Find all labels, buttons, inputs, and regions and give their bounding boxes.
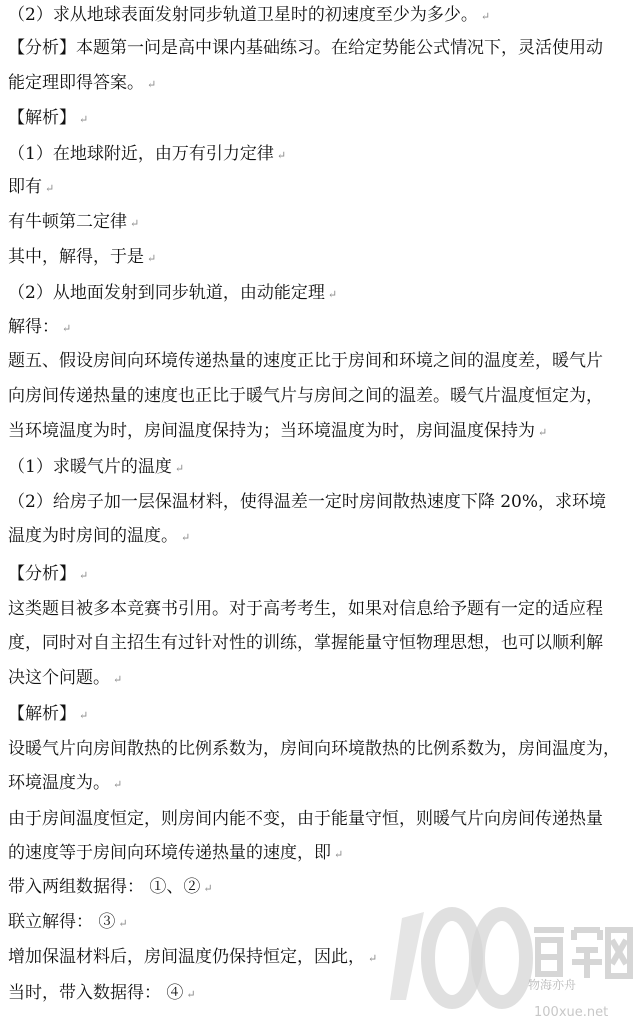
- line-text: 温度为时房间的温度。: [8, 526, 178, 546]
- text-line: [8, 768, 634, 798]
- line-text: 【分析】本题第一问是高中课内基础练习。在给定势能公式情况下，灵活使用动: [8, 38, 603, 58]
- text-line: [8, 172, 634, 202]
- text-line: [8, 734, 634, 764]
- line-text: 题五、假设房间向环境传递热量的速度正比于房间和环境之间的温度差，暖气片: [8, 351, 603, 371]
- line-text: 其中，解得，于是: [8, 247, 144, 267]
- text-line: [8, 278, 634, 308]
- line-text: 决这个问题。: [8, 668, 110, 688]
- text-line: [8, 68, 634, 98]
- line-text: （2）从地面发射到同步轨道，由动能定理: [8, 283, 325, 303]
- text-line: [8, 628, 634, 658]
- text-line: [8, 872, 634, 902]
- paragraph-mark-icon: ↵: [130, 217, 140, 230]
- line-text: 能定理即得答案。: [8, 73, 144, 93]
- paragraph-mark-icon: ↵: [147, 252, 157, 265]
- text-line: [8, 103, 634, 133]
- paragraph-mark-icon: ↵: [480, 10, 491, 23]
- text-line: [8, 139, 634, 169]
- paragraph-mark-icon: ↵: [113, 673, 123, 686]
- paragraph-mark-icon: ↵: [118, 917, 128, 930]
- paragraph-mark-icon: ↵: [147, 78, 157, 91]
- line-text: 即有: [8, 177, 42, 197]
- paragraph-mark-icon: ↵: [538, 426, 548, 439]
- watermark-domain-text: 100xue.net: [534, 1005, 609, 1020]
- paragraph-mark-icon: ↵: [186, 988, 196, 1001]
- text-line: [8, 594, 634, 624]
- text-line: [8, 0, 634, 30]
- text-line: [8, 346, 634, 376]
- paragraph-mark-icon: ↵: [45, 182, 55, 195]
- line-text: 【分析】: [8, 564, 76, 584]
- paragraph-mark-icon: ↵: [79, 113, 89, 126]
- line-text: 【解析】: [8, 704, 76, 724]
- text-line: [8, 242, 634, 272]
- text-line: [8, 699, 634, 729]
- paragraph-mark-icon: ↵: [368, 952, 378, 965]
- text-line: [8, 207, 634, 237]
- text-line: [8, 33, 634, 63]
- text-line: [8, 487, 634, 517]
- line-text: 这类题目被多本竞赛书引用。对于高考考生，如果对信息给予题有一定的适应程: [8, 599, 603, 619]
- paragraph-mark-icon: ↵: [79, 709, 89, 722]
- line-text: （1）在地球附近，由万有引力定律: [8, 144, 274, 164]
- line-text: 解得：: [8, 317, 59, 337]
- line-text: 向房间传递热量的速度也正比于暖气片与房间之间的温差。暖气片温度恒定为，: [8, 386, 603, 406]
- line-text: 增加保温材料后，房间温度仍保持恒定，因此，: [8, 947, 365, 967]
- text-line: [8, 416, 634, 446]
- line-text: 环境温度为。: [8, 773, 110, 793]
- line-text: 有牛顿第二定律: [8, 212, 127, 232]
- line-text: 当环境温度为时，房间温度保持为；当环境温度为时，房间温度保持为: [8, 421, 535, 441]
- paragraph-mark-icon: ↵: [113, 778, 123, 791]
- text-line: [8, 663, 634, 693]
- watermark-brand: 物海亦舟: [528, 978, 577, 992]
- paragraph-mark-icon: ↵: [327, 288, 338, 301]
- line-text: （1）求暖气片的温度: [8, 457, 172, 477]
- text-line: [8, 804, 634, 834]
- line-text: （2）给房子加一层保温材料，使得温差一定时房间散热速度下降 20%，求环境: [8, 492, 607, 512]
- line-text: （2）求从地球表面发射同步轨道卫星时的初速度至少为多少。: [8, 5, 478, 25]
- text-line: [8, 559, 634, 589]
- line-text: 的速度等于房间向环境传递热量的速度，即: [8, 843, 331, 863]
- watermark-100-logo-icon: [384, 900, 634, 1022]
- line-text: 带入两组数据得： ①、②: [8, 877, 201, 897]
- text-line: [8, 452, 634, 482]
- text-line: [8, 381, 634, 411]
- paragraph-mark-icon: ↵: [62, 322, 72, 335]
- paragraph-mark-icon: ↵: [334, 848, 344, 861]
- paragraph-mark-icon: ↵: [79, 569, 89, 582]
- text-line: [8, 521, 634, 551]
- line-text: 当时，带入数据得： ④: [8, 983, 184, 1003]
- text-line: [8, 312, 634, 342]
- paragraph-mark-icon: ↵: [203, 882, 213, 895]
- text-line: [8, 838, 634, 868]
- line-text: 由于房间温度恒定，则房间内能不变，由于能量守恒，则暖气片向房间传递热量: [8, 809, 603, 829]
- paragraph-mark-icon: ↵: [181, 531, 191, 544]
- line-text: 联立解得： ③: [8, 912, 116, 932]
- line-text: 设暖气片向房间散热的比例系数为，房间向环境散热的比例系数为，房间温度为，: [8, 739, 620, 759]
- line-text: 度，同时对自主招生有过针对性的训练，掌握能量守恒物理思想，也可以顺利解: [8, 633, 603, 653]
- paragraph-mark-icon: ↵: [276, 149, 287, 162]
- paragraph-mark-icon: ↵: [174, 462, 185, 475]
- watermark-logo: [384, 900, 634, 1022]
- line-text: 【解析】: [8, 108, 76, 128]
